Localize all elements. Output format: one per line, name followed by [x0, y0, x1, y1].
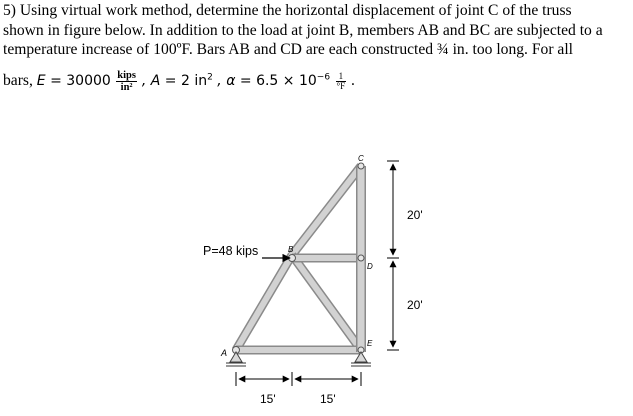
member-BE	[292, 255, 361, 350]
A-symbol: , A	[141, 73, 161, 90]
dim-h-label-left: 15'	[260, 392, 276, 406]
member-BC	[292, 166, 361, 255]
dim-v-label-lower: 20'	[407, 298, 423, 312]
alpha-unit-denominator: °F	[336, 81, 346, 91]
E-unit-denominator: in²	[120, 82, 133, 93]
joint-E-label: E	[367, 339, 373, 348]
alpha-exponent: −6	[316, 72, 331, 83]
joint-B-label: B	[288, 245, 294, 254]
joint-D-pin	[358, 255, 364, 261]
problem-line-3: temperature increase of 100ºF. Bars AB and CD are each constructed ¾ in. too long. For all	[3, 41, 574, 59]
joint-C-label: C	[358, 154, 364, 163]
A-value: = 2 in	[164, 73, 208, 90]
joint-A-label: A	[220, 348, 227, 358]
E-symbol: E	[36, 73, 46, 90]
vertical-dimension	[387, 161, 399, 350]
alpha-symbol: , α	[217, 73, 236, 90]
problem-line-2: shown in figure below. In addition to the load at joint B, members AB and BC are subjected to a	[3, 21, 603, 39]
dim-h-label-right: 15'	[320, 392, 336, 406]
params-prefix: bars,	[3, 72, 37, 90]
alpha-unit-numerator: 1	[336, 72, 347, 82]
joint-D-label: D	[367, 262, 373, 271]
E-unit-numerator: kips	[117, 70, 136, 81]
E-value: = 30000	[50, 73, 111, 90]
load-label: P=48 kips	[203, 244, 259, 258]
dim-v-label-upper: 20'	[407, 208, 423, 222]
problem-line-1: 5) Using virtual work method, determine the horizontal displacement of joint C of the truss	[3, 2, 572, 19]
horizontal-dimension	[236, 372, 361, 386]
truss-members	[236, 166, 361, 352]
A-exponent: 2	[207, 72, 213, 83]
joint-C-pin	[358, 163, 364, 169]
params-suffix: .	[351, 72, 355, 90]
alpha-value: = 6.5 × 10	[239, 73, 317, 90]
member-AB	[236, 255, 292, 350]
